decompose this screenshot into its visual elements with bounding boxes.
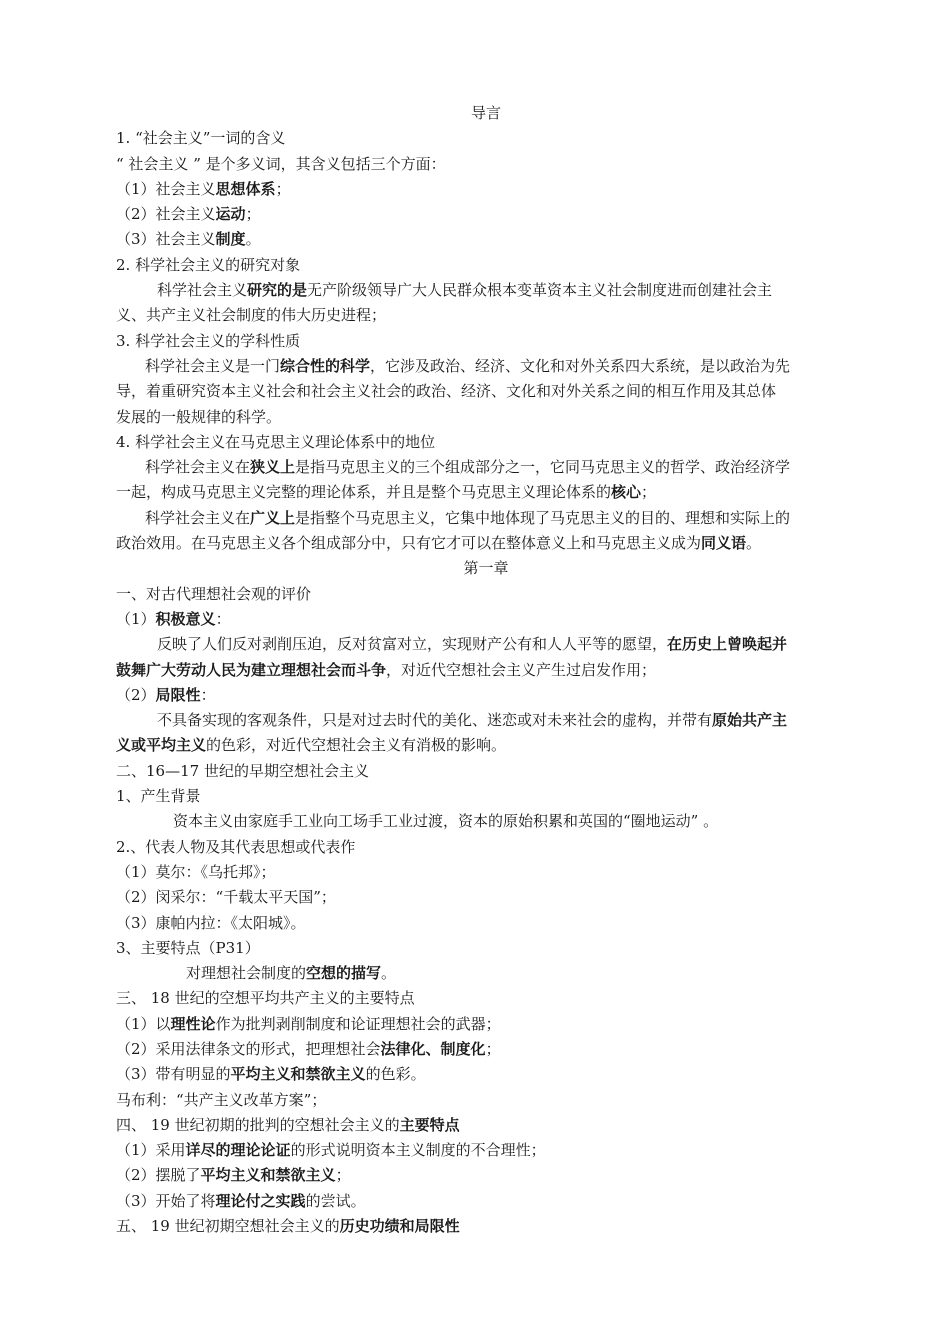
bold-text: 平均主义和禁欲主义 (200, 1166, 336, 1185)
text-line (116, 582, 856, 607)
text: （1）社会主义 (116, 179, 216, 198)
bold-text: 主要特点 (399, 1115, 460, 1134)
text-line (116, 1214, 856, 1239)
text-line (116, 759, 856, 784)
text: 三、 18 世纪的空想平均共产主义的主要特点 (116, 989, 415, 1008)
text: 资本主义由家庭手工业向工场手工业过渡，资本的原始积累和英国的“圈地运动” 。 (173, 812, 719, 831)
text: ，对近代空想社会主义产生过启发作用； (386, 660, 657, 679)
bold-text: 原始共产主 (712, 711, 788, 730)
bold-text: 制度 (215, 230, 246, 249)
text: ； (245, 205, 261, 224)
text: 4. 科学社会主义在马克思主义理论体系中的地位 (116, 432, 436, 451)
text-line (116, 531, 856, 556)
text: 的色彩。 (365, 1065, 426, 1084)
text-line (116, 986, 856, 1011)
bold-text: 积极意义 (155, 609, 216, 628)
text: 。 (746, 534, 762, 553)
text-line (116, 1037, 856, 1062)
text-line (116, 177, 856, 202)
bold-text: 平均主义和禁欲主义 (230, 1065, 366, 1084)
text: 是指整个马克思主义，它集中地体现了马克思主义的目的、理想和实际上的 (295, 508, 791, 527)
bold-text: 义或平均主义 (116, 736, 207, 755)
bold-text: 空想的描写 (306, 964, 382, 983)
text-line (116, 1012, 856, 1037)
bold-text: 广义上 (250, 508, 296, 527)
text: ； (335, 1166, 351, 1185)
text-line (116, 809, 856, 834)
text: 不具备实现的客观条件，只是对过去时代的美化、迷恋或对未来社会的虚构，并带有 (157, 711, 713, 730)
text-line (116, 733, 856, 758)
text-line (116, 506, 856, 531)
text: ，它涉及政治、经济、文化和对外关系四大系统，是以政治为先 (370, 356, 791, 375)
text-line (116, 784, 856, 809)
bold-text: 狭义上 (250, 458, 296, 477)
text: 对理想社会制度的 (186, 964, 307, 983)
text: 导，着重研究资本主义社会和社会主义社会的政治、经济、文化和对外关系之间的相互作用及其总体 (116, 382, 777, 401)
text: 第一章 (463, 559, 509, 578)
text-line (116, 961, 856, 986)
text: 3、主要特点（P31） (116, 938, 260, 957)
text-line (116, 152, 856, 177)
bold-text: 局限性 (155, 685, 201, 704)
text-line (116, 405, 856, 430)
bold-text: 理性论 (170, 1014, 216, 1033)
text: ； (641, 483, 657, 502)
text: （3）社会主义 (116, 230, 216, 249)
text: 作为批判剥削制度和论证理想社会的武器； (215, 1014, 501, 1033)
text-line (116, 227, 856, 252)
text: ： (215, 609, 231, 628)
text-line (116, 1062, 856, 1087)
text: （2） (116, 685, 156, 704)
text-line (116, 1163, 856, 1188)
text: ； (275, 179, 291, 198)
text: 科学社会主义在 (145, 508, 251, 527)
text: 反映了人们反对剥削压迫，反对贫富对立，实现财产公有和人人平等的愿望， (157, 635, 668, 654)
text: 政治效用。在马克思主义各个组成部分中，只有它才可以在整体意义上和马克思主义成为 (116, 534, 702, 553)
text-line (116, 683, 856, 708)
text: 马布利：“共产主义改革方案”； (116, 1090, 327, 1109)
text-line (116, 379, 856, 404)
bold-text: 综合性的科学 (280, 356, 371, 375)
text: 导言 (470, 104, 501, 122)
text-line (116, 202, 856, 227)
text: 四、 19 世纪初期的批判的空想社会主义的 (116, 1115, 400, 1134)
text-line (116, 354, 856, 379)
text: （1）莫尔：《乌托邦》； (116, 862, 276, 881)
text: 。 (381, 964, 397, 983)
text: 一起，构成马克思主义完整的理论体系，并且是整个马克思主义理论体系的 (116, 483, 612, 502)
text-line (116, 936, 856, 961)
bold-text: 核心 (611, 483, 642, 502)
section-heading (116, 101, 856, 126)
text: 是指马克思主义的三个组成部分之一，它同马克思主义的哲学、政治经济学 (295, 458, 791, 477)
text-line (116, 658, 856, 683)
text-line (116, 303, 856, 328)
text-line (116, 835, 856, 860)
text-line (116, 885, 856, 910)
bold-text: 理论付之实践 (215, 1191, 306, 1210)
text: （1）采用 (116, 1141, 186, 1160)
bold-text: 鼓舞广大劳动人民为建立理想社会而斗争 (116, 660, 387, 679)
text-line (116, 278, 856, 303)
text: 科学社会主义在 (145, 458, 251, 477)
text: 3. 科学社会主义的学科性质 (116, 331, 301, 350)
text: 的形式说明资本主义制度的不合理性； (290, 1141, 546, 1160)
bold-text: 研究的是 (247, 281, 308, 300)
text: 科学社会主义 (157, 281, 248, 300)
text: 1、产生背景 (116, 787, 201, 806)
text: 2. 科学社会主义的研究对象 (116, 255, 301, 274)
text: （3）康帕内拉：《太阳城》。 (116, 913, 306, 932)
text: （2）采用法律条文的形式，把理想社会 (116, 1039, 381, 1058)
document-body (116, 101, 856, 1239)
text-line (116, 860, 856, 885)
bold-text: 法律化、制度化 (380, 1039, 486, 1058)
bold-text: 详尽的理论论证 (185, 1141, 291, 1160)
text: （3）开始了将 (116, 1191, 216, 1210)
text-line (116, 1088, 856, 1113)
text: 1. “社会主义”一词的含义 (116, 129, 286, 148)
text-line (116, 1189, 856, 1214)
text-line (116, 455, 856, 480)
text: （1）以 (116, 1014, 171, 1033)
text: （3）带有明显的 (116, 1065, 231, 1084)
text: （1） (116, 609, 156, 628)
bold-text: 运动 (215, 205, 246, 224)
text: 义、共产主义社会制度的伟大历史进程； (116, 306, 387, 325)
text: 发展的一般规律的科学。 (116, 407, 282, 426)
text: 一、对古代理想社会观的评价 (116, 584, 312, 603)
text-line (116, 911, 856, 936)
text: ： (200, 685, 216, 704)
bold-text: 历史功绩和局限性 (339, 1217, 460, 1236)
text-line (116, 1113, 856, 1138)
text: （2）摆脱了 (116, 1166, 201, 1185)
text: 科学社会主义是一门 (145, 356, 281, 375)
text-line (116, 329, 856, 354)
text: 的色彩，对近代空想社会主义有消极的影响。 (206, 736, 507, 755)
bold-text: 在历史上曾唤起并 (667, 635, 788, 654)
text-line (116, 126, 856, 151)
text: 五、 19 世纪初期空想社会主义的 (116, 1217, 340, 1236)
text-line (116, 430, 856, 455)
text-line (116, 253, 856, 278)
text: 。 (245, 230, 261, 249)
text: ； (485, 1039, 501, 1058)
text: （2）社会主义 (116, 205, 216, 224)
text-line (116, 1138, 856, 1163)
text-line (116, 632, 856, 657)
text: “ 社会主义 ” 是个多义词，其含义包括三个方面： (116, 154, 446, 173)
text: 2.、代表人物及其代表思想或代表作 (116, 837, 356, 856)
text: 二、16—17 世纪的早期空想社会主义 (116, 761, 369, 780)
text-line (116, 708, 856, 733)
text-line (116, 607, 856, 632)
section-heading (116, 556, 856, 581)
text: （2）闵采尔：“千载太平天国”； (116, 888, 336, 907)
text: 的尝试。 (305, 1191, 366, 1210)
text: 无产阶级领导广大人民群众根本变革资本主义社会制度进而创建社会主 (307, 281, 773, 300)
bold-text: 同义语 (701, 534, 747, 553)
bold-text: 思想体系 (215, 179, 276, 198)
text-line (116, 480, 856, 505)
